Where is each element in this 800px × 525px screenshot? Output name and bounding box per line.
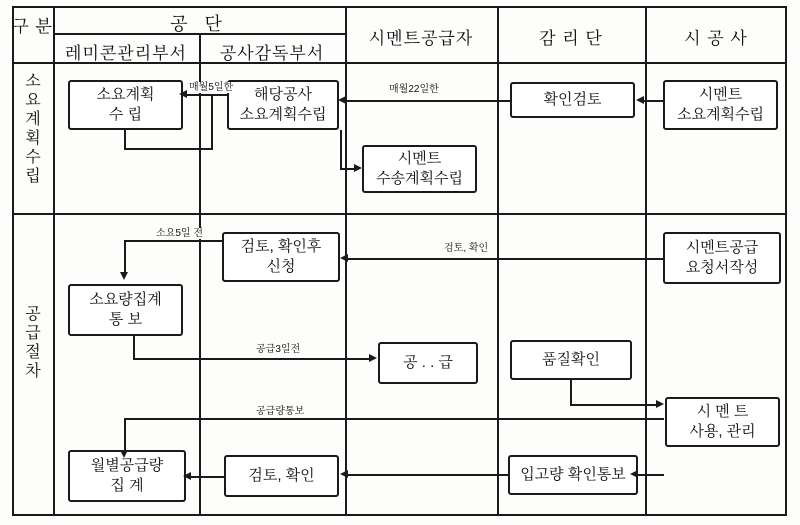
col-rule-supplier xyxy=(497,6,499,516)
box-receipt-confirm-notice xyxy=(508,455,638,495)
box-line: 시멘트 xyxy=(698,86,743,103)
arrow-to-demand-plan-establish xyxy=(179,90,187,98)
note-supply-volume-notice: 공급량통보 xyxy=(256,406,305,417)
box-line: 신청 xyxy=(266,258,296,275)
box-confirm-review xyxy=(510,82,635,118)
note-monthly-22nd: 매월22일한 xyxy=(389,84,439,95)
note-review-confirm: 검토, 확인 xyxy=(444,243,489,254)
box-line: 공 . . 급 xyxy=(403,354,453,371)
box-line: 수 립 xyxy=(108,106,143,123)
box-line: 소요계획수립 xyxy=(677,106,764,123)
header-contractor: 시 공 사 xyxy=(684,29,748,48)
conn-aggregate-to-supply xyxy=(133,358,370,360)
arrow-to-monthly-aggregate xyxy=(183,472,191,480)
box-supply xyxy=(378,342,478,384)
box-review-confirm-request xyxy=(222,232,340,282)
box-line: 수송계획수립 xyxy=(376,170,463,187)
box-line: 소요계획수립 xyxy=(239,106,327,123)
conn-quality-down xyxy=(570,380,572,406)
conn-quality-to-use xyxy=(570,404,658,406)
box-cement-use-manage xyxy=(665,397,780,447)
arrow-to-cement-transport-plan xyxy=(354,164,362,172)
conn-supervision-to-transport xyxy=(340,168,355,170)
row-divider-rule xyxy=(12,213,787,215)
conn-remicon-loop-up xyxy=(124,130,126,150)
conn-remicon-loop-back xyxy=(124,148,213,150)
box-demand-plan-establish xyxy=(68,80,183,130)
conn-supply-volume-notice xyxy=(124,418,664,420)
conn-review-to-aggregate-v xyxy=(124,240,126,272)
header-supervision: 공사감독부서 xyxy=(219,44,325,63)
conn-aggregate-down xyxy=(133,336,135,360)
box-project-demand-plan xyxy=(227,80,339,130)
note-5days-before: 소요5일 전 xyxy=(156,228,203,239)
arrow-to-confirm-review xyxy=(636,96,644,104)
arrow-to-cement-use-manage xyxy=(656,400,664,408)
conn-review-to-monthly xyxy=(190,476,224,478)
box-line: 사용, 관리 xyxy=(689,423,756,440)
col-rule-supervisor xyxy=(645,6,647,516)
box-supply-request-form xyxy=(663,232,781,284)
note-monthly-5th: 매월5일한 xyxy=(189,82,234,93)
header-remicon: 레미콘관리부서 xyxy=(65,44,187,63)
arrow-to-demand-aggregate-notice xyxy=(120,272,128,280)
box-line: 통 보 xyxy=(108,311,143,328)
box-line: 확인검토 xyxy=(543,91,602,108)
conn-supervision-to-remicon xyxy=(186,94,228,96)
header-gongdan: 공 단 xyxy=(170,14,228,34)
box-line: 월별공급량 xyxy=(90,457,164,474)
conn-receipt-to-supplier xyxy=(348,474,508,476)
box-line: 해당공사 xyxy=(254,86,312,103)
box-line: 시 멘 트 xyxy=(696,403,749,420)
box-line: 품질확인 xyxy=(542,351,600,368)
note-3days-before: 공급3일전 xyxy=(256,344,301,355)
box-line: 입고량 확인통보 xyxy=(520,466,626,483)
box-line: 시멘트공급 xyxy=(685,239,759,256)
box-line: 요청서작성 xyxy=(685,259,759,276)
header-supervisor: 감 리 단 xyxy=(539,29,603,48)
box-line: 소요량집계 xyxy=(89,291,162,308)
row-label-supply-process: 공급절차 xyxy=(25,306,41,380)
conn-remicon-down xyxy=(211,94,213,150)
arrow-to-review-confirm-request xyxy=(340,254,348,262)
box-line: 집 계 xyxy=(110,477,144,494)
header-cement-supplier: 시멘트공급자 xyxy=(368,29,474,48)
conn-supply-volume-down xyxy=(124,418,126,452)
arrow-to-supply xyxy=(369,354,377,362)
box-review-confirm xyxy=(224,455,339,497)
arrow-to-monthly-supply-aggregate xyxy=(120,450,128,458)
conn-contractor-to-supervisor xyxy=(644,100,664,102)
box-cement-transport-plan xyxy=(362,145,477,193)
col-rule-remicon xyxy=(199,33,201,516)
box-line: 검토, 확인 xyxy=(248,467,315,484)
arrow-to-project-demand-plan xyxy=(338,96,346,104)
row-label-demand-plan: 소요계획수립 xyxy=(25,73,41,185)
box-quality-check xyxy=(510,340,632,380)
box-line: 시멘트 xyxy=(397,150,442,167)
box-demand-aggregate-notice xyxy=(68,284,183,336)
box-cement-demand-plan xyxy=(663,80,778,130)
conn-request-to-review xyxy=(348,258,664,260)
box-line: 소요계획 xyxy=(96,86,155,103)
conn-supervisor-to-supervision xyxy=(346,100,510,102)
conn-supervision-down-to-transport xyxy=(340,130,342,170)
col-rule-division xyxy=(53,6,55,516)
arrow-to-receipt-confirm-notice xyxy=(630,470,638,478)
conn-review-to-aggregate-h xyxy=(124,240,224,242)
conn-contractor-to-receipt xyxy=(638,474,664,476)
header-division: 구 분 xyxy=(12,17,53,36)
arrow-receipt-to-supplier xyxy=(340,470,348,478)
box-line: 검토, 확인후 xyxy=(240,238,322,255)
